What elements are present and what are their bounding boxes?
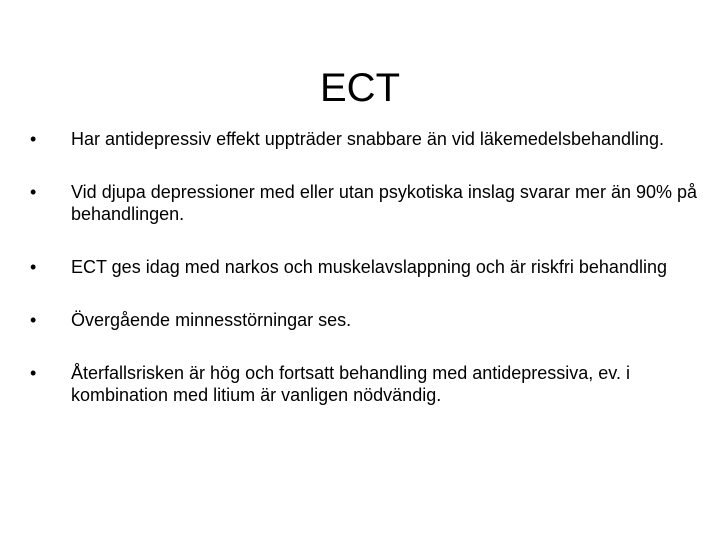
bullet-list — [30, 128, 700, 437]
bullet-item — [30, 128, 700, 150]
bullet-text: ECT ges idag med narkos och muskelavslappning och är riskfri behandling — [71, 257, 667, 277]
bullet-text: Vid djupa depressioner med eller utan psykotiska inslag svarar mer än 90% på behandlingen. — [71, 182, 698, 224]
bullet-text: Har antidepressiv effekt uppträder snabbare än vid läkemedelsbehandling. — [71, 129, 665, 149]
bullet-marker: • — [30, 129, 37, 149]
slide-title: ECT — [320, 65, 400, 110]
bullet-item — [30, 256, 700, 278]
bullet-text: Återfallsrisken är hög och fortsatt behandling med antidepressiva, ev. i kombination med litium är vanligen nödvändig. — [71, 363, 630, 405]
bullet-text: Övergående minnesstörningar ses. — [71, 310, 352, 330]
bullet-item — [30, 362, 700, 406]
bullet-item — [30, 309, 700, 331]
bullet-marker: • — [30, 182, 37, 202]
bullet-item — [30, 181, 700, 225]
bullet-marker: • — [30, 310, 37, 330]
bullet-marker: • — [30, 363, 37, 383]
bullet-marker: • — [30, 257, 37, 277]
